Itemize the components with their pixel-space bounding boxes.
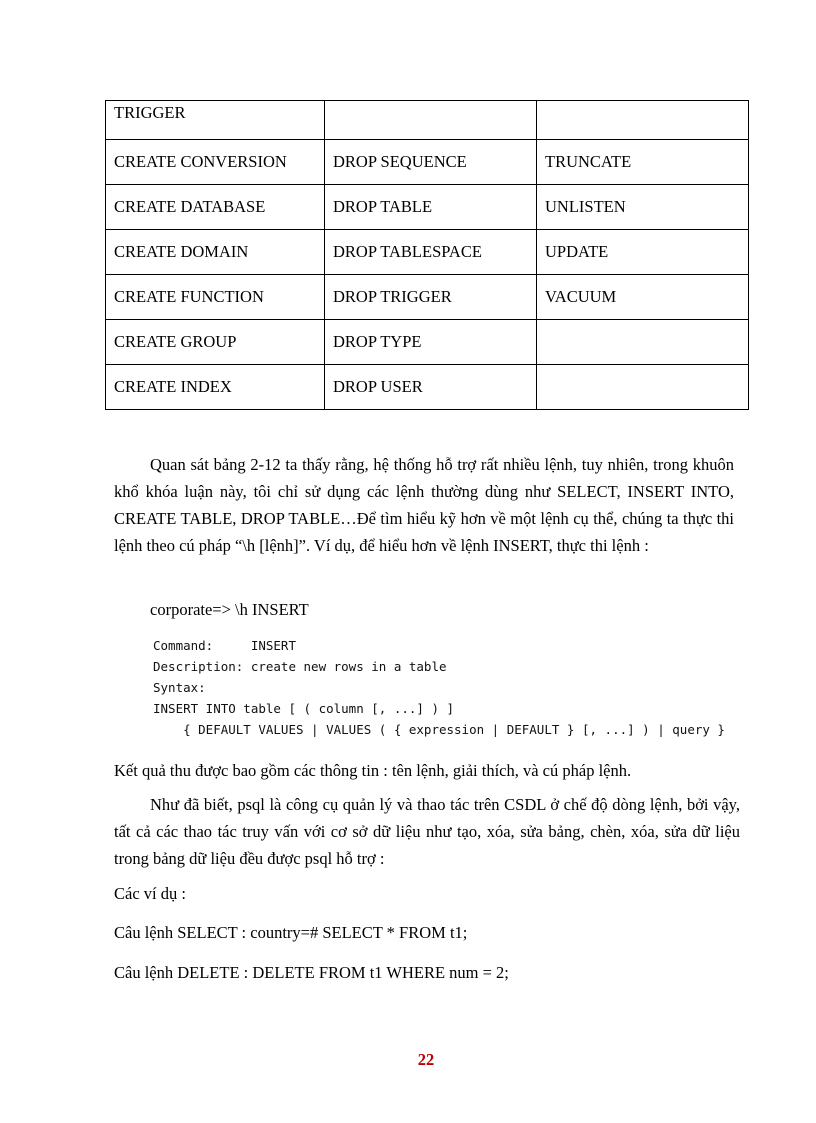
table-cell: TRUNCATE (537, 140, 749, 185)
intro-paragraph: Quan sát bảng 2-12 ta thấy rằng, hệ thống hỗ trợ rất nhiều lệnh, tuy nhiên, trong khuôn khổ khóa luận này, tôi chỉ sử dụng các lệnh thường dùng như SELECT, INSERT INTO, CREATE TABLE, DROP TABLE…Để tìm hiểu kỹ hơn về một lệnh cụ thể, chúng ta thực thi lệnh theo cú pháp “\h [lệnh]”. Ví dụ, để hiểu hơn về lệnh INSERT, thực thi lệnh : (114, 455, 734, 555)
command-table (105, 100, 749, 410)
example-delete: Câu lệnh DELETE : DELETE FROM t1 WHERE num = 2; (114, 963, 509, 982)
code-output: Command: INSERT Description: create new rows in a table Syntax: INSERT INTO table [ ( column [, ...] ) ] { DEFAULT VALUES | VALUES ( { expression | DEFAULT } [, ...] ) | query } (153, 638, 725, 737)
command-line: corporate=> \h INSERT (150, 600, 309, 619)
table-row (106, 320, 749, 365)
examples-heading: Các ví dụ : (114, 884, 186, 903)
table-cell (537, 365, 749, 410)
table-cell: CREATE DATABASE (106, 185, 325, 230)
table-cell: DROP TABLE (325, 185, 537, 230)
table-row (106, 140, 749, 185)
table-cell: DROP USER (325, 365, 537, 410)
table-cell: VACUUM (537, 275, 749, 320)
table-cell: DROP SEQUENCE (325, 140, 537, 185)
table-cell: UPDATE (537, 230, 749, 275)
table-cell: DROP TYPE (325, 320, 537, 365)
table-row (106, 275, 749, 320)
table-row (106, 365, 749, 410)
table-row (106, 101, 749, 140)
table-cell: DROP TABLESPACE (325, 230, 537, 275)
table-cell: CREATE INDEX (106, 365, 325, 410)
table-row (106, 185, 749, 230)
table-row (106, 230, 749, 275)
result-text: Kết quả thu được bao gồm các thông tin : tên lệnh, giải thích, và cú pháp lệnh. (114, 761, 632, 780)
table-cell: CREATE CONVERSION (106, 140, 325, 185)
page-number: 22 (417, 1050, 435, 1069)
example-select: Câu lệnh SELECT : country=# SELECT * FROM t1; (114, 923, 468, 942)
table-cell: CREATE GROUP (106, 320, 325, 365)
table-cell: TRIGGER (106, 101, 325, 140)
table-cell: UNLISTEN (537, 185, 749, 230)
table-cell (537, 101, 749, 140)
psql-paragraph: Như đã biết, psql là công cụ quản lý và thao tác trên CSDL ở chế độ dòng lệnh, bởi vậy, tất cả các thao tác truy vấn với cơ sở dữ liệu như tạo, xóa, sửa bảng, chèn, xóa, sửa dữ liệu trong bảng dữ liệu đều được psql hỗ trợ : (114, 795, 740, 868)
table-cell: DROP TRIGGER (325, 275, 537, 320)
table-cell: CREATE FUNCTION (106, 275, 325, 320)
table-cell: CREATE DOMAIN (106, 230, 325, 275)
table-cell (537, 320, 749, 365)
table-cell (325, 101, 537, 140)
